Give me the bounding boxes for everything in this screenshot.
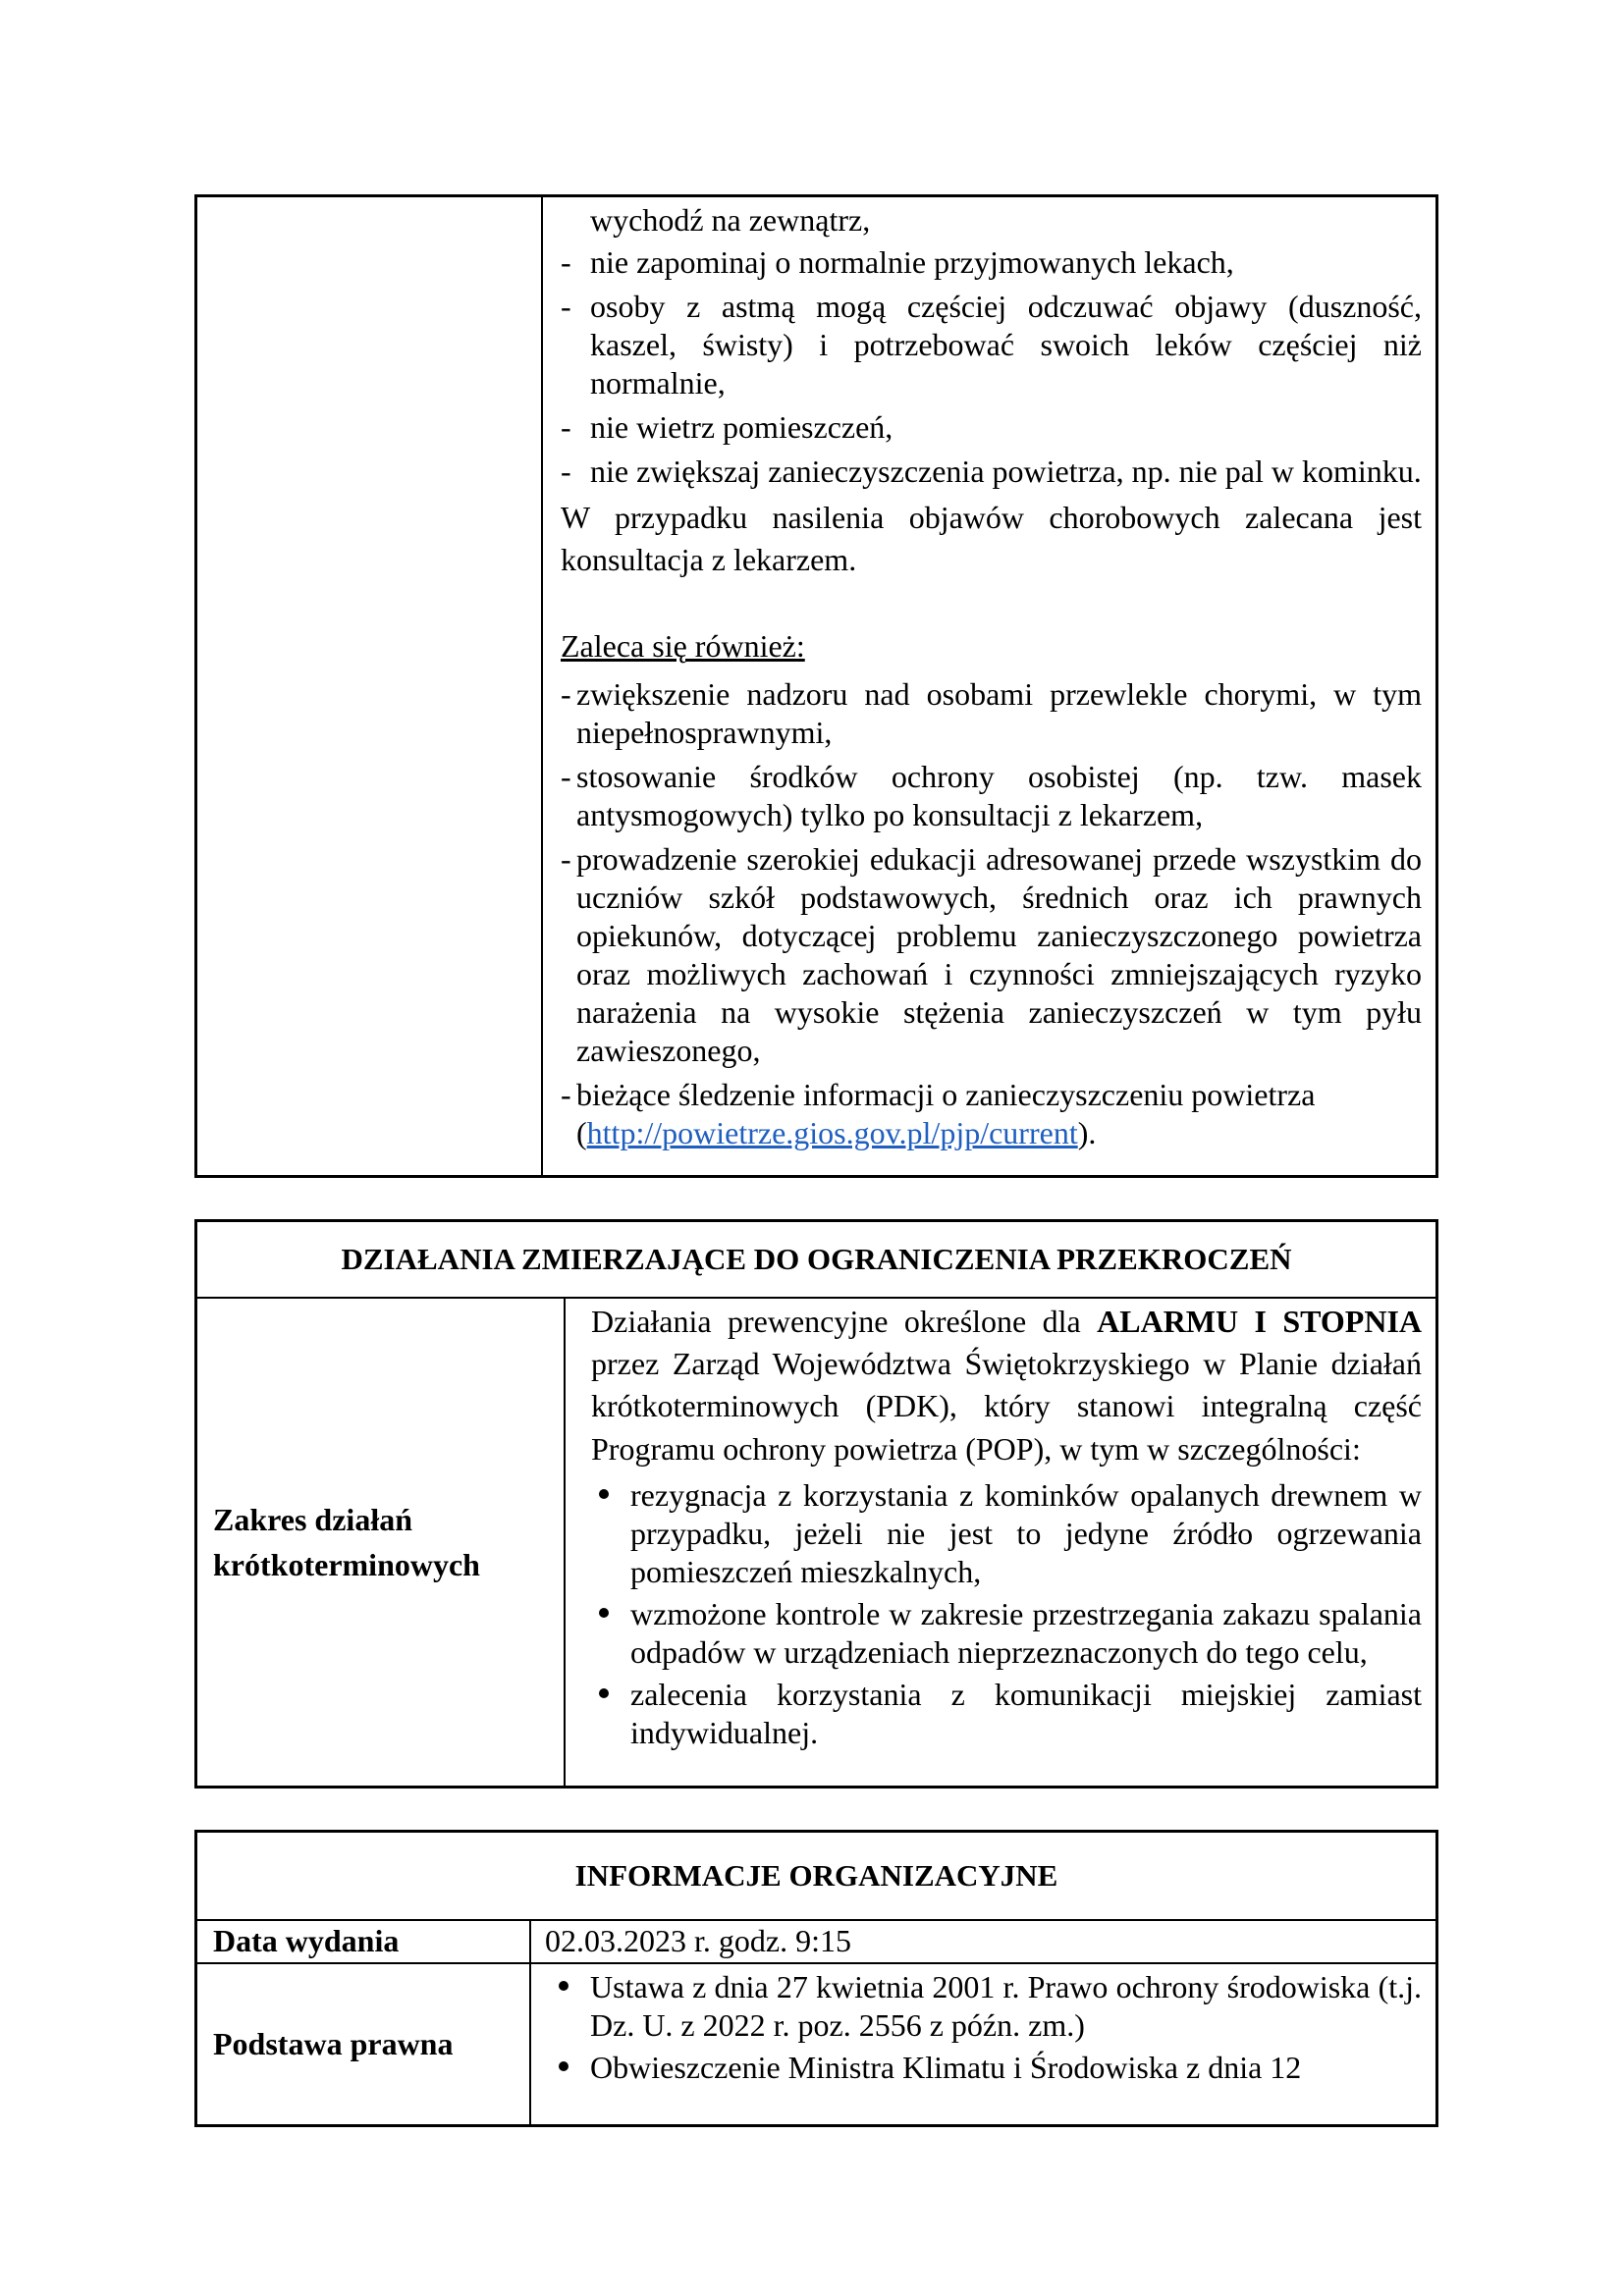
list-item: - prowadzenie szerokiej edukacji adresowanej przede wszystkim do uczniów szkół podstawowych, średnich oraz ich prawnych opiekunów, dotyczącej problemu zanieczyszczonego powietrza oraz możliwych zachowań i czynności zmniejszających ryzyko narażenia na wysokie stężenia zanieczyszczeń w tym pyłu zawieszonego, xyxy=(561,840,1422,1069)
list-item: Ustawa z dnia 27 kwietnia 2001 r. Prawo ochrony środowiska (t.j. Dz. U. z 2022 r. poz. 2556 z późn. zm.) xyxy=(545,1968,1422,2045)
dash-bullet: - xyxy=(561,454,571,490)
legal-basis-list xyxy=(545,1968,1422,2091)
alarm-level: ALARMU I STOPNIA xyxy=(1097,1304,1423,1339)
empty-left-cell xyxy=(197,197,543,1175)
dash-bullet: - xyxy=(561,675,571,712)
section-heading: INFORMACJE ORGANIZACYJNE xyxy=(197,1833,1435,1921)
actions-list xyxy=(585,1476,1422,1752)
recommend-heading: Zaleca się również: xyxy=(561,627,805,664)
list-item: wychodź na zewnątrz, xyxy=(590,202,871,238)
list-item: - zwiększenie nadzoru nad osobami przewlekle chorymi, w tym niepełnosprawnymi, xyxy=(561,675,1422,750)
consultation-note: W przypadku nasilenia objawów chorobowych zalecana jest konsultacja z lekarzem. xyxy=(561,500,1422,578)
list-item: - nie zwiększaj zanieczyszczenia powietrza, np. nie pal w kominku. xyxy=(561,453,1422,491)
gios-air-quality-link[interactable]: http://powietrze.gios.gov.pl/pjp/current xyxy=(586,1115,1078,1151)
recommend-list xyxy=(561,675,1422,1152)
table-row xyxy=(197,1921,1435,1964)
legal-basis-cell xyxy=(545,1964,1422,2128)
list-item: Obwieszczenie Ministra Klimatu i Środowiska z dnia 12 xyxy=(545,2049,1422,2087)
dash-bullet: - xyxy=(561,244,571,281)
list-item: - osoby z astmą mogą częściej odczuwać objawy (duszność, kaszel, świsty) i potrzebować swoich leków częściej niż normalnie, xyxy=(561,289,1422,401)
short-term-actions-table xyxy=(194,1219,1438,1789)
dash-bullet: - xyxy=(561,289,571,325)
section-heading: DZIAŁANIA ZMIERZAJĄCE DO OGRANICZENIA PRZEKROCZEŃ xyxy=(197,1222,1435,1299)
legal-basis-label: Podstawa prawna xyxy=(197,1964,531,2124)
advice-list xyxy=(561,201,1422,491)
date-value: 02.03.2023 r. godz. 9:15 xyxy=(545,1923,851,1959)
list-item: - nie zapominaj o normalnie przyjmowanych lekach, xyxy=(561,243,1422,282)
actions-cell xyxy=(585,1301,1422,1756)
list-item: zalecenia korzystania z komunikacji miejskiej zamiast indywidualnej. xyxy=(585,1676,1422,1752)
organizational-info-table xyxy=(194,1830,1438,2127)
row-label: Zakres działań krótkoterminowych xyxy=(197,1299,566,1786)
dash-bullet: - xyxy=(561,1077,571,1113)
list-item: - stosowanie środków ochrony osobistej (np. tzw. masek antysmogowych) tylko po konsultacji z lekarzem, xyxy=(561,758,1422,832)
dash-bullet: - xyxy=(561,409,571,446)
recommendations-cell xyxy=(561,197,1422,1158)
dash-bullet: - xyxy=(561,758,571,794)
list-item: rezygnacja z korzystania z kominków opalanych drewnem w przypadku, jeżeli nie jest to jedyne źródło ogrzewania pomieszczeń mieszkalnych, xyxy=(585,1476,1422,1591)
table-row xyxy=(197,1964,1435,2124)
actions-intro: Działania prewencyjne określone dla ALARMU I STOPNIA przez Zarząd Województwa Świętokrzyskiego w Planie działań krótkoterminowych (PDK), który stanowi integralną część Programu ochrony powietrza (POP), w tym w szczególności: xyxy=(591,1304,1423,1467)
list-item: wzmożone kontrole w zakresie przestrzegania zakazu spalania odpadów w urządzeniach nieprzeznaczonych do tego celu, xyxy=(585,1595,1422,1672)
health-recommendations-table xyxy=(194,194,1438,1178)
dash-bullet: - xyxy=(561,840,571,877)
list-item: - nie wietrz pomieszczeń, xyxy=(561,408,1422,447)
list-item: - bieżące śledzenie informacji o zanieczyszczeniu powietrza (http://powietrze.gios.gov.pl/pjp/current). xyxy=(561,1077,1316,1151)
date-label: Data wydania xyxy=(197,1921,531,1962)
